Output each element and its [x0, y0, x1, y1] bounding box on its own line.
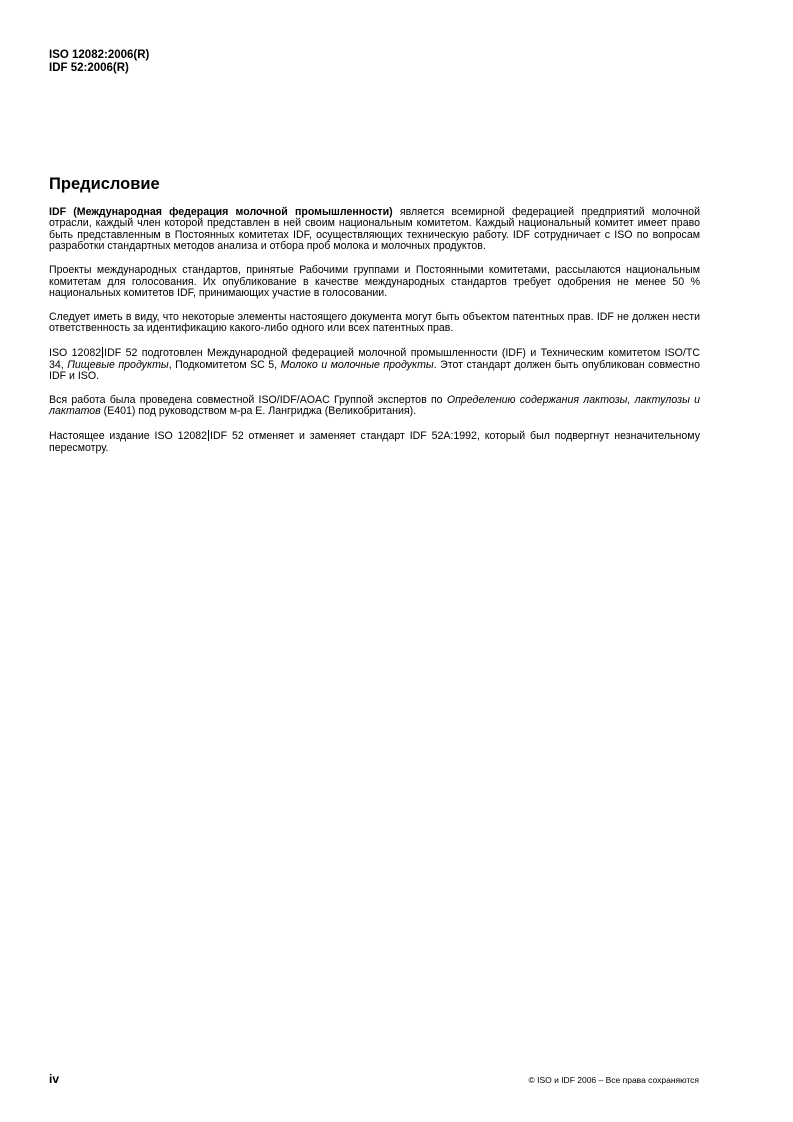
paragraph-5 [49, 395, 700, 418]
paragraph-3: Следует иметь в виду, что некоторые элементы настоящего документа могут быть объектом патентных прав. IDF не должен нести ответственность за идентификацию какого-либо одного или всех патентных прав. [49, 310, 700, 335]
separator-bar-2 [208, 430, 209, 441]
paragraph-4-text-2: , Подкомитетом SC 5, [168, 358, 281, 371]
paragraph-5-italic: Определению содержания лактозы, лактулозы и лактатов [49, 393, 700, 418]
header-iso-number: ISO 12082:2006(R) [49, 49, 150, 61]
header-idf-number: IDF 52:2006(R) [49, 62, 129, 74]
paragraph-4-text-3: . Этот стандарт должен быть опубликован совместно IDF и ISO. [49, 358, 701, 382]
document-body [49, 207, 700, 467]
paragraph-6 [49, 430, 700, 454]
paragraph-1-bold: IDF (Международная федерация молочной промышленности) [49, 206, 393, 218]
paragraph-6-text-1: Настоящее издание ISO 12082 [49, 430, 208, 443]
separator-bar [102, 347, 103, 358]
iso-number: ISO 12082 [49, 347, 102, 360]
paragraph-1-text: является всемирной федерацией предприятий молочной отрасли, каждый член которой представлен в ней своим национальным комитетом. Каждый национальный комитет имеет право быть представленным в Постоянных комитетах IDF, осуществляющих техническую работу. IDF сотрудничает с ISO по вопросам разработки стандартных методов анализа и отбора проб молока и молочных продуктов. [49, 206, 700, 253]
paragraph-4-italic-2: Молоко и молочные продукты [280, 358, 434, 371]
idf-number: IDF 52 [104, 347, 138, 360]
copyright-notice: © ISO и IDF 2006 – Все права сохраняются [528, 1075, 699, 1085]
paragraph-1 [49, 207, 700, 253]
paragraph-4 [49, 347, 700, 382]
paragraph-5-text-1: Вся работа была проведена совместной ISO/IDF/AOAC Группой экспертов по [49, 393, 447, 406]
document-header [49, 49, 149, 75]
paragraph-5-text-2: (E401) под руководством м-ра E. Лангриджа (Великобритания). [100, 405, 417, 418]
paragraph-4-text-1: подготовлен Международной федерацией молочной промышленности (IDF) и Техническим комитетом ISO/TC 34, [49, 347, 700, 371]
page-title: Предисловие [49, 175, 160, 193]
paragraph-6-text-2: IDF 52 отменяет и заменяет стандарт IDF 52A:1992, который был подвергнут незначительному пересмотру. [49, 430, 700, 454]
paragraph-2: Проекты международных стандартов, принятые Рабочими группами и Постоянными комитетами, рассылаются национальным комитетам для голосования. Их опубликование в качестве международных стандартов требует одобрения не менее 50 % национальных комитетов IDF, принимающих участие в голосовании. [49, 264, 700, 299]
paragraph-4-italic-1: Пищевые продукты [67, 358, 169, 371]
page-number: iv [49, 1072, 60, 1086]
